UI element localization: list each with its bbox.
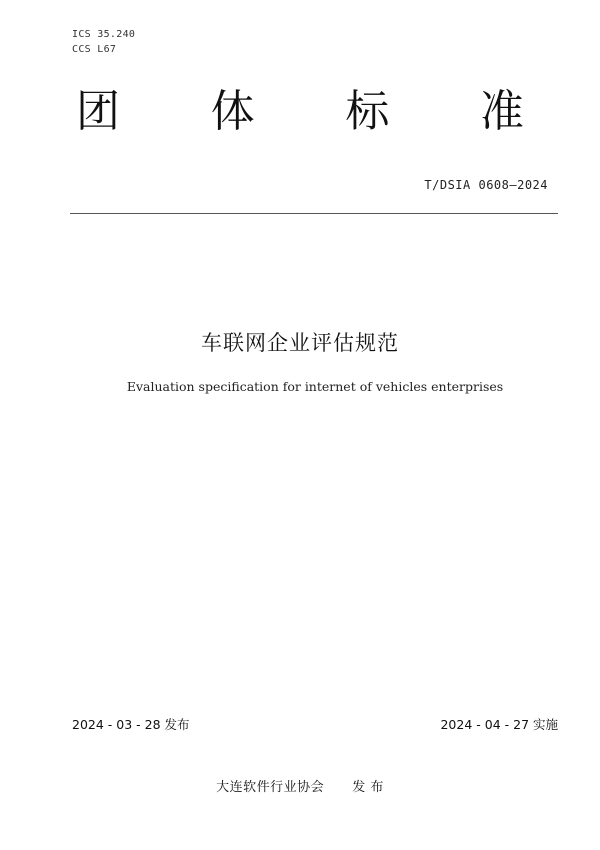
- standard-type-char: 团: [76, 86, 120, 137]
- ics-code: ICS 35.240: [72, 29, 136, 40]
- issuer-line: [0, 776, 600, 795]
- effective-date: 2024 - 04 - 27 实施: [440, 717, 558, 732]
- ccs-code: CCS L67: [72, 44, 117, 55]
- issuer-name: 大连软件行业协会: [216, 780, 325, 795]
- classification-block: [72, 27, 135, 57]
- standard-type-char: 标: [345, 86, 390, 137]
- issuer-action: 发 布: [352, 780, 384, 795]
- document-title-en: Evaluation specification for internet of vehicles enterprises: [126, 379, 504, 394]
- publish-date: 2024 - 03 - 28 发布: [72, 717, 190, 732]
- standard-type-char: 准: [479, 86, 524, 137]
- standard-type-title: [70, 86, 530, 138]
- document-title-cn: 车联网企业评估规范: [201, 331, 399, 355]
- standard-type-char: 体: [210, 86, 255, 137]
- header-divider: [70, 213, 558, 214]
- standard-number: T/DSIA 0608—2024: [424, 178, 548, 192]
